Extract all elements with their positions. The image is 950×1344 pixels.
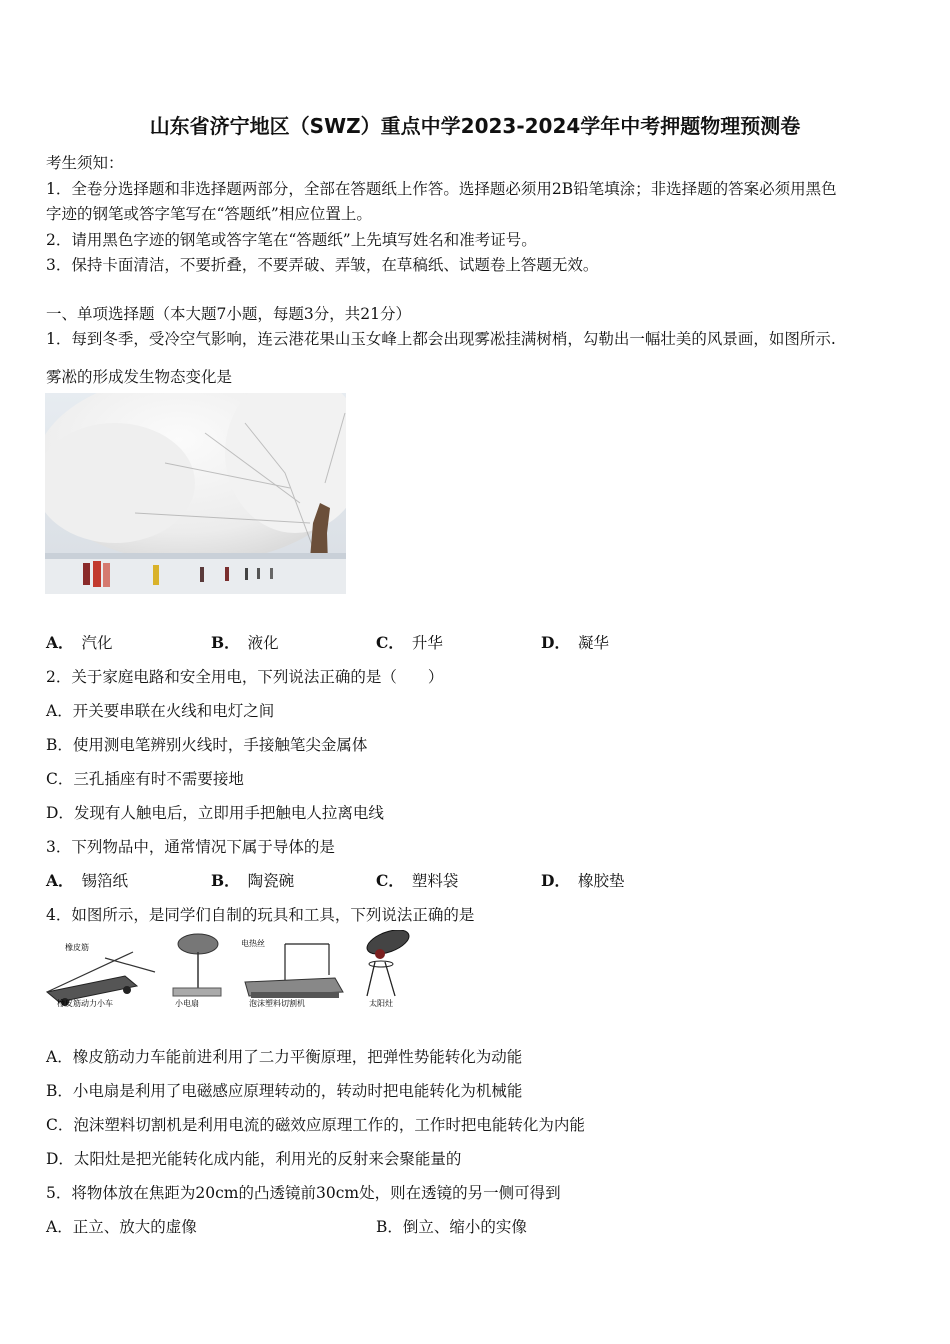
- option-key: D．: [541, 871, 570, 890]
- q4-option-b[interactable]: B．小电扇是利用了电磁感应原理转动的，转动时把电能转化为机械能: [46, 1082, 523, 1100]
- q1-stem-cont: 雾凇的形成发生物态变化是: [46, 368, 233, 386]
- option-key: B．: [211, 633, 240, 652]
- option-text: 塑料袋: [411, 872, 459, 890]
- notice-heading: 考生须知：: [46, 154, 124, 172]
- option-text: 锡箔纸: [81, 872, 129, 890]
- q1-stem: 1．每到冬季，受冷空气影响，连云港花果山玉女峰上都会出现雾凇挂满树梢，勾勒出一幅壮美的风景画，如图所示.: [46, 330, 836, 348]
- q5-stem: 5．将物体放在焦距为20cm的凸透镜前30cm处，则在透镜的另一侧可得到: [46, 1184, 561, 1202]
- toys-figure: [45, 930, 415, 1012]
- q1-option-d[interactable]: [541, 631, 609, 653]
- label-solar: 太阳灶: [369, 999, 393, 1008]
- label-cutter: 泡沫塑料切割机: [249, 999, 305, 1008]
- option-text: 升华: [411, 634, 443, 652]
- option-key: D．: [541, 633, 570, 652]
- rime-tree-photo: [45, 393, 346, 594]
- option-key: B．: [211, 871, 240, 890]
- option-text: 橡胶垫: [577, 872, 625, 890]
- option-text: 凝华: [577, 634, 609, 652]
- q3-option-a[interactable]: [46, 869, 128, 891]
- option-text: 液化: [247, 634, 279, 652]
- q4-option-d[interactable]: D．太阳灶是把光能转化成内能，利用光的反射来会聚能量的: [46, 1150, 462, 1168]
- q3-stem: 3．下列物品中，通常情况下属于导体的是: [46, 838, 335, 856]
- exam-title: 山东省济宁地区（SWZ）重点中学2023-2024学年中考押题物理预测卷: [149, 114, 801, 138]
- q3-option-b[interactable]: [211, 869, 294, 891]
- option-key: C．: [376, 633, 404, 652]
- option-key: C．: [376, 871, 404, 890]
- label-wire: 电热丝: [241, 939, 265, 948]
- notice-item-3: 3．保持卡面清洁，不要折叠，不要弄破、弄皱，在草稿纸、试题卷上答题无效。: [46, 256, 599, 274]
- section-heading: 一、单项选择题（本大题7小题，每题3分，共21分）: [46, 305, 411, 323]
- label-rubber-car: 橡皮筋动力小车: [57, 999, 113, 1008]
- q1-option-b[interactable]: [211, 631, 279, 653]
- q4-option-a[interactable]: A．橡皮筋动力车能前进利用了二力平衡原理，把弹性势能转化为动能: [46, 1048, 523, 1066]
- notice-item-2: 2．请用黑色字迹的钢笔或答字笔在“答题纸”上先填写姓名和准考证号。: [46, 231, 537, 249]
- notice-item-1-cont: 字迹的钢笔或答字笔写在“答题纸”相应位置上。: [46, 205, 372, 223]
- q3-option-c[interactable]: [376, 869, 458, 891]
- q4-option-c[interactable]: C．泡沫塑料切割机是利用电流的磁效应原理工作的，工作时把电能转化为内能: [46, 1116, 585, 1134]
- q2-option-c[interactable]: C．三孔插座有时不需要接地: [46, 770, 244, 788]
- label-fan: 小电扇: [175, 999, 199, 1008]
- q4-stem: 4．如图所示，是同学们自制的玩具和工具，下列说法正确的是: [46, 906, 475, 924]
- q2-option-d[interactable]: D．发现有人触电后，立即用手把触电人拉离电线: [46, 804, 384, 822]
- q3-option-d[interactable]: [541, 869, 624, 891]
- notice-item-1: 1．全卷分选择题和非选择题两部分，全部在答题纸上作答。选择题必须用2B铅笔填涂；非选择题的答案必须用黑色: [46, 180, 837, 198]
- q5-option-a[interactable]: A．正立、放大的虚像: [46, 1218, 197, 1236]
- option-text: 汽化: [81, 634, 113, 652]
- option-key: A．: [46, 871, 74, 890]
- q2-option-b[interactable]: B．使用测电笔辨别火线时，手接触笔尖金属体: [46, 736, 368, 754]
- q1-option-c[interactable]: [376, 631, 443, 653]
- label-rubber-band: 橡皮筋: [65, 943, 89, 952]
- option-text: 陶瓷碗: [247, 872, 295, 890]
- q2-stem: 2．关于家庭电路和安全用电，下列说法正确的是（ ）: [46, 668, 444, 686]
- q2-option-a[interactable]: A．开关要串联在火线和电灯之间: [46, 702, 275, 720]
- q5-option-b[interactable]: B．倒立、缩小的实像: [376, 1218, 527, 1236]
- q1-option-a[interactable]: [46, 631, 113, 653]
- option-key: A．: [46, 633, 74, 652]
